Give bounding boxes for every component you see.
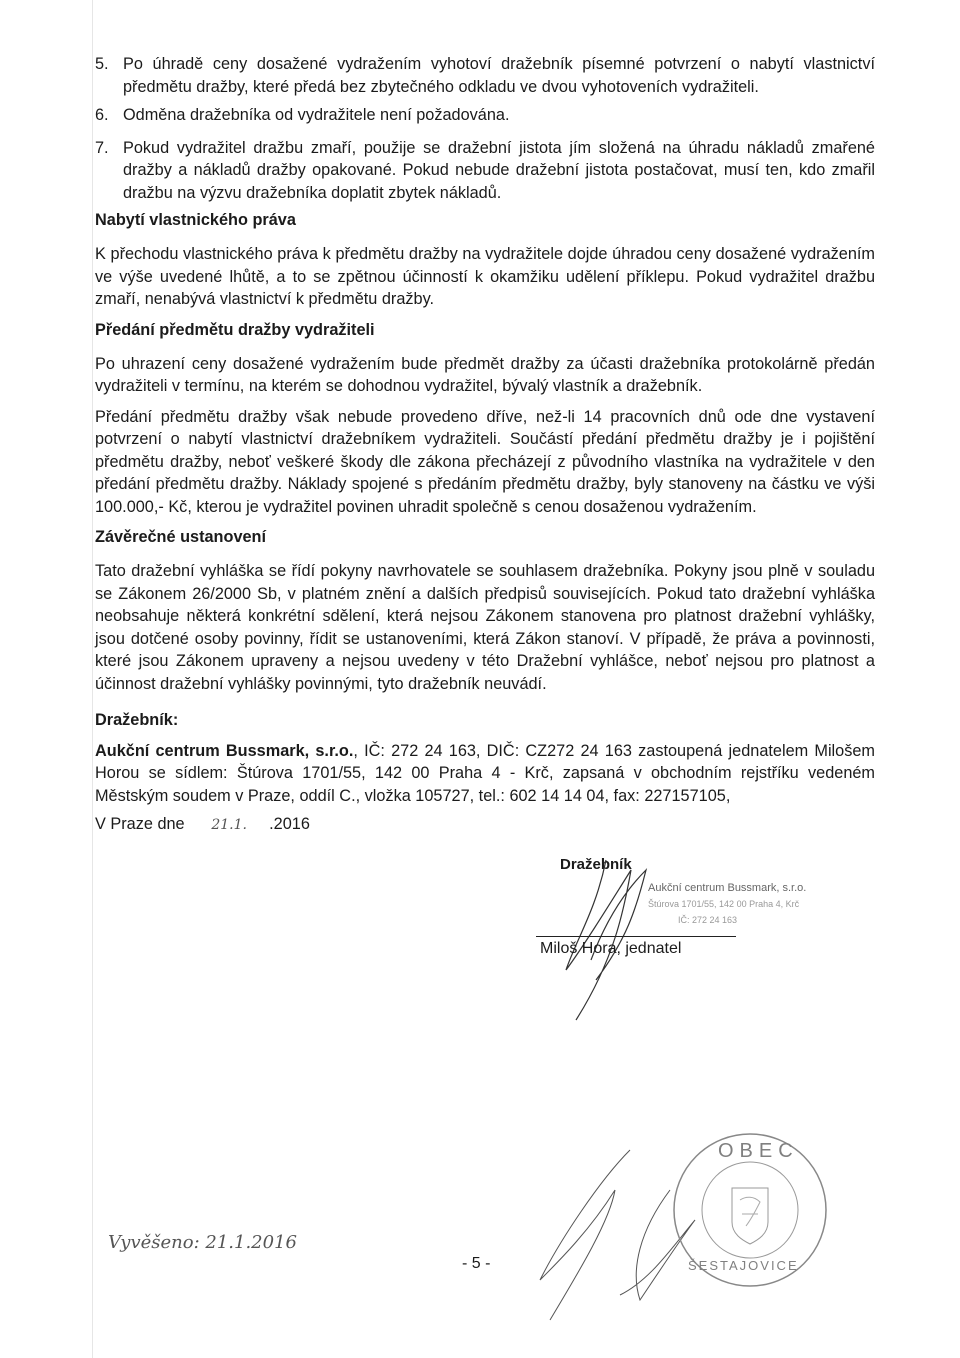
signature-block xyxy=(536,850,896,1040)
section-heading: Nabytí vlastnického práva xyxy=(95,211,296,229)
page-number: - 5 - xyxy=(462,1255,491,1272)
item-number: 5. xyxy=(95,55,109,73)
handwritten-posting-note: Vyvěšeno: 21.1.2016 xyxy=(108,1232,297,1253)
stamp-line: Štúrova 1701/55, 142 00 Praha 4, Krč xyxy=(648,899,800,909)
municipal-stamp xyxy=(670,1130,830,1290)
item-text: Pokud vydražitel dražbu zmaří, použije se dražební jistota jím složená na úhradu nákladů zmařené dražby a nákladů dražby opakované. Pokud nebude dražební jistota postačovat, musí ten, kdo zmařil dražbu na výzvu dražebníka doplatit zbytek nákladů. xyxy=(123,138,875,202)
section-paragraph: Tato dražební vyhláška se řídí pokyny navrhovatele se souhlasem dražebníka. Pokyny jsou plně v souladu se Zákonem 26/2000 Sb, v platném znění a dalších předpisů souvisejících. Pokud tato dražební vyhláška neobsahuje některá konkrétní sdělení, která nejsou Zákonem stanovena pro platnost dražební vyhlášky, jsou dotčené osoby povinny, řídit se ustanoveními, která Zákon stanoví. V případě, že práva a povinnosti, které jsou Zákonem upraveny a nejsou uvedeny v této Dražební vyhlášce, neboť nejsou pro platnost a účinnost dražební vyhlášky povinnými, tyto dražebník neuvádí. xyxy=(95,562,875,693)
section-paragraph: K přechodu vlastnického práva k předmětu dražby na vydražitele dojde úhradou ceny dosažené vydražením ve výše uvedené lhůtě, a to se zpětnou účinností k okamžiku udělení příklepu. Pokud vydražitel dražbu zmaří, nenabývá vlastnictví k předmětu dražby. xyxy=(95,245,875,308)
handwritten-date: 21.1. xyxy=(211,817,247,833)
list-item xyxy=(95,53,875,98)
list-item xyxy=(95,137,875,205)
list-item xyxy=(95,104,875,127)
signature-title: Dražebník xyxy=(560,856,632,873)
stamp-bottom-text: ŠESTAJOVICE xyxy=(688,1258,799,1273)
date-line xyxy=(95,815,310,834)
signer-name: Miloš Hora, jednatel xyxy=(540,940,682,957)
item-number: 7. xyxy=(95,138,109,157)
document-body xyxy=(95,53,875,807)
item-number: 6. xyxy=(95,106,109,124)
item-text: Odměna dražebníka od vydražitele není požadována. xyxy=(123,106,510,124)
section-paragraph: Předání předmětu dražby však nebude provedeno dříve, než-li 14 pracovních dnů ode dne vystavení potvrzení o nabytí vlastnictví dražebníkem vydražiteli. Součástí předání předmětu dražby je i pojištění předmětu dražby, neboť veškeré škody dle zákona přecházejí z původního vlastníka na vydražitele v den předání předmětu dražby. Náklady spojené s předáním předmětu dražby, byly stanoveny na částku ve výši 100.000,- Kč, kterou je vydražitel povinen uhradit společně s cenou dosaženou vydražením. xyxy=(95,407,875,516)
stamp-top-text: OBEC xyxy=(718,1140,799,1162)
stamp-line: IČ: 272 24 163 xyxy=(678,915,738,925)
page-edge xyxy=(92,0,93,1358)
stamp-line: Aukční centrum Bussmark, s.r.o. xyxy=(648,882,807,894)
signature-line xyxy=(536,936,736,937)
item-text: Po úhradě ceny dosažené vydražením vyhotoví dražebník písemné potvrzení o nabytí vlastnictví předmětu dražby, které předá bez zbytečného odkladu ve dvou vyhotoveních vydražiteli. xyxy=(123,55,875,96)
section-heading: Závěrečné ustanovení xyxy=(95,528,267,546)
date-prefix: V Praze dne xyxy=(95,815,185,833)
section-heading: Předání předmětu dražby vydražiteli xyxy=(95,320,375,339)
date-year: .2016 xyxy=(269,815,310,833)
auctioneer-company: Aukční centrum Bussmark, s.r.o. xyxy=(95,741,354,760)
auctioneer-label: Dražebník: xyxy=(95,711,179,729)
auctioneer-details xyxy=(95,740,875,808)
auctioneer-info: , IČ: 272 24 163, DIČ: CZ272 24 163 zastoupená jednatelem Milošem Horou se sídlem: Štúrova 1701/55, 142 00 Praha 4 - Krč, zapsaná v obchodním rejstříku vedeném Městským soudem v Praze, oddíl C., vložka 105727, tel.: 602 14 14 04, fax: 227157105, xyxy=(95,741,875,805)
section-paragraph: Po uhrazení ceny dosažené vydražením bude předmět dražby za účasti dražebníka protokolárně předán vydražiteli v termínu, na kterém se dohodnou vydražitel, bývalý vlastník a dražebník. xyxy=(95,354,875,395)
